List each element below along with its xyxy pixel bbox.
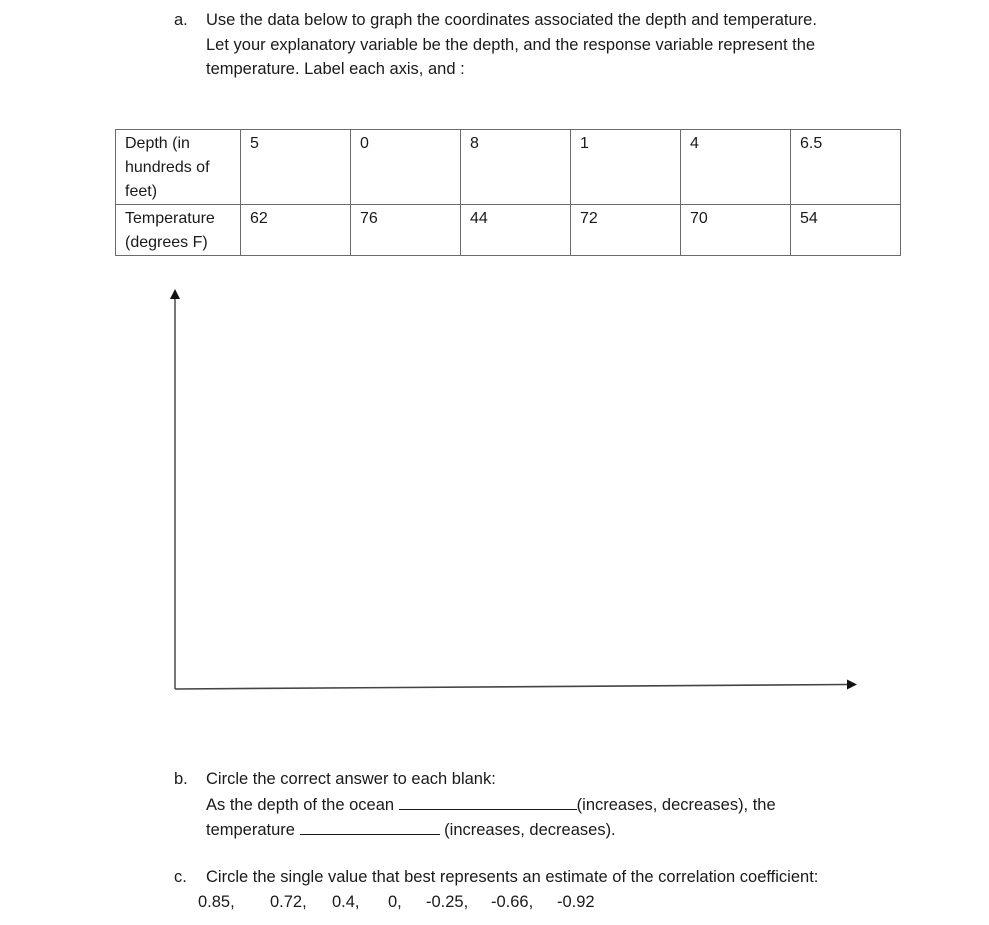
option-neg-0.92[interactable]: -0.92 (557, 892, 595, 911)
question-a-line-1: Use the data below to graph the coordinates associated the depth and temperature. (206, 11, 817, 29)
question-b-text (206, 767, 776, 843)
table-cell: 4 (681, 130, 791, 205)
option-neg-0.66[interactable]: -0.66, (491, 892, 534, 911)
table-cell: 54 (791, 205, 901, 256)
option-neg-0.25[interactable]: -0.25, (426, 892, 469, 911)
option-0[interactable]: 0, (388, 892, 402, 911)
question-a-line-2: Let your explanatory variable be the depth, and the response variable represent the (206, 35, 816, 54)
question-a-text (206, 8, 817, 82)
table-cell: 6.5 (791, 130, 901, 205)
answer-blank-2[interactable] (300, 817, 440, 835)
x-axis-arrow-icon (847, 680, 857, 690)
correlation-options (198, 890, 595, 915)
table-cell: 72 (571, 205, 681, 256)
question-b-line-1: As the depth of the ocean (increases, decreases), the (206, 792, 776, 818)
answer-blank-1[interactable] (399, 792, 577, 810)
question-c (174, 865, 914, 920)
table-cell: 44 (461, 205, 571, 256)
table-cell: 8 (461, 130, 571, 205)
x-axis (175, 680, 857, 690)
row-header-temperature: Temperature (degrees F) (116, 205, 241, 256)
table-cell: 0 (351, 130, 461, 205)
table-cell: 76 (351, 205, 461, 256)
table-cell: 1 (571, 130, 681, 205)
row-header-depth: Depth (in hundreds of feet) (116, 130, 241, 205)
depth-temperature-table (115, 129, 901, 256)
option-0.85[interactable]: 0.85, (198, 892, 235, 911)
question-a-line-3: temperature. Label each axis, and : (206, 60, 465, 78)
question-b-marker: b. (174, 770, 188, 788)
table-cell: 62 (241, 205, 351, 256)
question-a (174, 8, 914, 88)
option-0.4[interactable]: 0.4, (332, 892, 360, 911)
table-cell: 5 (241, 130, 351, 205)
question-b (174, 767, 874, 847)
y-axis-arrow-icon (170, 289, 180, 299)
question-b-line-2: temperature (increases, decreases). (206, 817, 776, 843)
question-b-title: Circle the correct answer to each blank: (206, 770, 496, 788)
table-row-temperature (116, 205, 901, 256)
table-row-depth (116, 130, 901, 205)
question-a-marker: a. (174, 11, 188, 29)
y-axis (170, 289, 180, 689)
option-0.72[interactable]: 0.72, (270, 892, 307, 911)
question-c-marker: c. (174, 868, 187, 886)
table-cell: 70 (681, 205, 791, 256)
question-c-title: Circle the single value that best represents an estimate of the correlation coefficient: (206, 868, 819, 886)
